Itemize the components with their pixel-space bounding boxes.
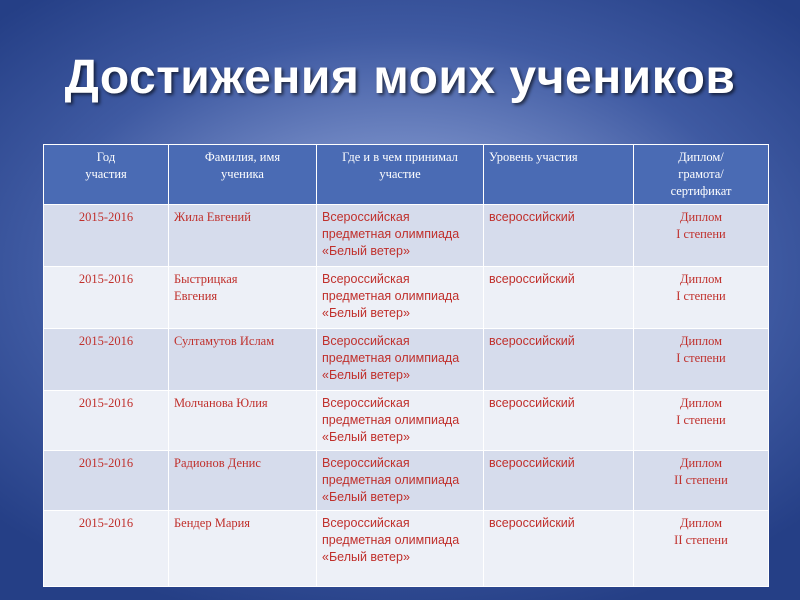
cell-event: Всероссийская предметная олимпиада «Белый ветер» xyxy=(317,329,484,391)
cell-event: Всероссийская предметная олимпиада «Белый ветер» xyxy=(317,205,484,267)
cell-award: Диплом II степени xyxy=(634,511,769,587)
cell-name: Жила Евгений xyxy=(169,205,317,267)
cell-award: Диплом I степени xyxy=(634,205,769,267)
cell-name: Быстрицкая Евгения xyxy=(169,267,317,329)
table-row xyxy=(44,329,769,391)
cell-level: всероссийский xyxy=(484,451,634,511)
table-row xyxy=(44,205,769,267)
cell-award: Диплом I степени xyxy=(634,391,769,451)
cell-level: всероссийский xyxy=(484,329,634,391)
cell-award: Диплом II степени xyxy=(634,451,769,511)
table-header-row xyxy=(44,145,769,205)
header-award: Диплом/ грамота/ сертификат xyxy=(634,145,769,205)
cell-year: 2015-2016 xyxy=(44,267,169,329)
table-row xyxy=(44,267,769,329)
header-event: Где и в чем принимал участие xyxy=(317,145,484,205)
cell-event: Всероссийская предметная олимпиада «Белый ветер» xyxy=(317,451,484,511)
cell-year: 2015-2016 xyxy=(44,511,169,587)
cell-year: 2015-2016 xyxy=(44,329,169,391)
achievements-table xyxy=(43,144,769,587)
header-year: Год участия xyxy=(44,145,169,205)
cell-name: Радионов Денис xyxy=(169,451,317,511)
cell-name: Молчанова Юлия xyxy=(169,391,317,451)
cell-name: Султамутов Ислам xyxy=(169,329,317,391)
cell-name: Бендер Мария xyxy=(169,511,317,587)
cell-level: всероссийский xyxy=(484,267,634,329)
cell-award: Диплом I степени xyxy=(634,329,769,391)
header-name: Фамилия, имя ученика xyxy=(169,145,317,205)
cell-event: Всероссийская предметная олимпиада «Белый ветер» xyxy=(317,511,484,587)
cell-year: 2015-2016 xyxy=(44,391,169,451)
cell-level: всероссийский xyxy=(484,205,634,267)
cell-year: 2015-2016 xyxy=(44,451,169,511)
cell-year: 2015-2016 xyxy=(44,205,169,267)
cell-award: Диплом I степени xyxy=(634,267,769,329)
slide-title: Достижения моих учеников xyxy=(64,51,736,104)
header-level: Уровень участия xyxy=(484,145,634,205)
cell-event: Всероссийская предметная олимпиада «Белый ветер» xyxy=(317,391,484,451)
table-row xyxy=(44,391,769,451)
cell-level: всероссийский xyxy=(484,391,634,451)
cell-level: всероссийский xyxy=(484,511,634,587)
table-row xyxy=(44,511,769,587)
table-row xyxy=(44,451,769,511)
cell-event: Всероссийская предметная олимпиада «Белый ветер» xyxy=(317,267,484,329)
